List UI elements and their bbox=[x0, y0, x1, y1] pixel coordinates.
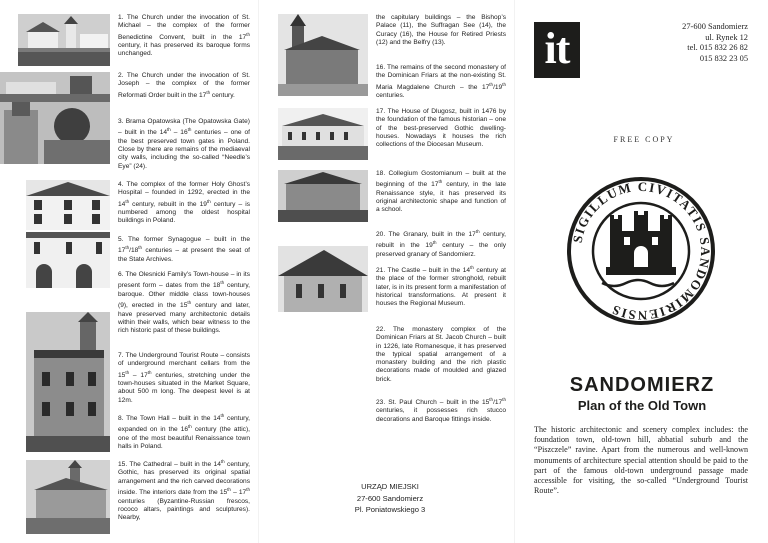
office-postcode: 27-600 Sandomierz bbox=[356, 493, 424, 503]
entry-7: 7. The Underground Tourist Route – consists of underground merchant cellars from the 15th – 17th centuries, stretching under the town-houses situated in the Market Square, about 500 m long. The deepest level is at 12m. bbox=[118, 352, 250, 404]
entry-21: 21. The Castle – built in the 14th century at the place of the former stronghold, rebuilt later, is in its present form a manifestation of historical transformations. At present it houses the Regional Museum. bbox=[376, 265, 506, 308]
entry-23: 23. St. Paul Church – built in the 15th/17th centuries, it possesses rich stucco decorations and Baroque fittings inside. bbox=[376, 397, 506, 423]
contact-address bbox=[618, 22, 748, 64]
page-title: SANDOMIERZ bbox=[569, 374, 715, 396]
photo-town-hall bbox=[26, 312, 110, 452]
page-subtitle: Plan of the Old Town bbox=[577, 398, 707, 413]
contact-street: ul. Rynek 12 bbox=[705, 32, 748, 42]
entry-16: 16. The remains of the second monastery of the Dominican Friars at the non-existing St. Maria Magdalene Church – the 17th/19th centuries. bbox=[376, 64, 506, 100]
entry-22: 22. The monastery complex of the Dominican Friars at St. Jacob Church – built in 1226, late Romanesque, it has preserved the typical spatial arrangement of a monastery building and the rich plastic decorations made of moulded and glazed brick. bbox=[376, 326, 506, 383]
entry-8: 8. The Town Hall – built in the 14th century, expanded on in the 16th century (the attic), one of the most beautiful Renaissance town halls in Poland. bbox=[118, 413, 250, 451]
photo-granary bbox=[278, 246, 368, 312]
office-name: URZĄD MIEJSKI bbox=[361, 482, 419, 491]
town-seal-icon bbox=[566, 175, 716, 327]
entry-20: 20. The Granary, built in the 17th century, rebuilt in the 19th century – the only preserved granary of Sandomierz. bbox=[376, 229, 506, 258]
fold-line-2 bbox=[514, 0, 515, 543]
logo-text: it bbox=[544, 24, 570, 73]
entry-1: 1. The Church under the invocation of St. Michael – the complex of the former Benedictine Convent, built in the 17th century, it has preserved its baroque forms unchanged. bbox=[118, 14, 250, 58]
entry-3: 3. Brama Opatowska (The Opatowska Gate) – built in the 14th – 16th centuries – one of the best preserved town gates in Poland. Close by there are remains of the mediaeval city walls, including the so-called “Needle’s Eye” (24). bbox=[118, 118, 250, 170]
entry-2: 2. The Church under the invocation of St. Joseph – the complex of the former Reformati Order built in the 17th century. bbox=[118, 72, 250, 99]
contact-phone-2: 015 832 23 05 bbox=[699, 53, 748, 63]
photo-st-michael-church bbox=[18, 14, 110, 66]
entry-17: 17. The House of Dlugosz, built in 1476 by the foundation of the famous historian – one of the best-preserved Gothic dwelling-houses. Nowadays it houses the rich collections of the Diocesan Museum. bbox=[376, 108, 506, 149]
photo-opatowska-gate bbox=[0, 102, 110, 164]
entry-4: 4. The complex of the former Holy Ghost’s Hospital – founded in 1292, erected in the 14th century, rebuilt in the 19th century – is numbered among the oldest hospital buildings in Poland. bbox=[118, 181, 250, 225]
contact-city: 27-600 Sandomierz bbox=[682, 22, 748, 31]
photo-synagogue bbox=[26, 232, 110, 288]
office-street: Pl. Poniatowskiego 3 bbox=[354, 505, 426, 514]
photo-dlugosz-house bbox=[278, 108, 368, 160]
entry-15-continued: the capitulary buildings – the Bishop’s Palace (11), the Suffragan See (14), the Curacy (16), the House for Retired Priests (12) and the Belfry (13). bbox=[376, 14, 506, 46]
entry-5: 5. The former Synagogue – built in the 17th/18th centuries – at present the seat of the State Archives. bbox=[118, 236, 250, 263]
photo-cathedral bbox=[26, 460, 110, 534]
photo-holy-ghost-hospital bbox=[26, 180, 110, 230]
entry-6: 6. The Olesnicki Family’s Town-house – in its present form – dates from the 18th century, baroque. Other middle class town-houses (9), erected in the 15th century and later, have preserved many architectonic details within their walls, which bear witness to the rich historic past of these buildings. bbox=[118, 271, 250, 335]
photo-bishops-palace bbox=[278, 14, 368, 96]
svg-text:SIGILLUM CIVITATIS SANDOMIRIEN: SIGILLUM CIVITATIS SANDOMIRIENSIS bbox=[569, 178, 714, 324]
entry-15: 15. The Cathedral – built in the 14th century, Gothic, has preserved its original spatial arrangement and the rich carved decorations inside. The interiors date from the 15th – 17th centuries (Byzantine-Russian frescos, rococo altars, paintings and sculptures). Nearby, bbox=[118, 459, 250, 522]
free-copy-label: FREE COPY bbox=[613, 135, 675, 144]
entry-18: 18. Collegium Gostomianum – built at the beginning of the 17th century, in the late Renaissance style, it has preserved its original architectonic shape and function of a school. bbox=[376, 170, 506, 214]
fold-line-1 bbox=[258, 0, 259, 543]
intro-paragraph: The historic architectonic and scenery complex includes: the foundation town, old-town hill, abbatial suburb and the “Piszczele” ravine. Apart from the numerous and well-known monuments of architecture special attention should be paid to the part of the famous old-town underground passage made accessible for visiting, the so-called “Underground Tourist Route”. bbox=[534, 425, 748, 496]
photo-st-joseph-church bbox=[0, 72, 110, 102]
city-office-address bbox=[335, 481, 445, 516]
it-logo bbox=[534, 22, 580, 78]
contact-phone: tel. 015 832 26 82 bbox=[687, 43, 748, 53]
photo-collegium-gostomianum bbox=[278, 170, 368, 222]
